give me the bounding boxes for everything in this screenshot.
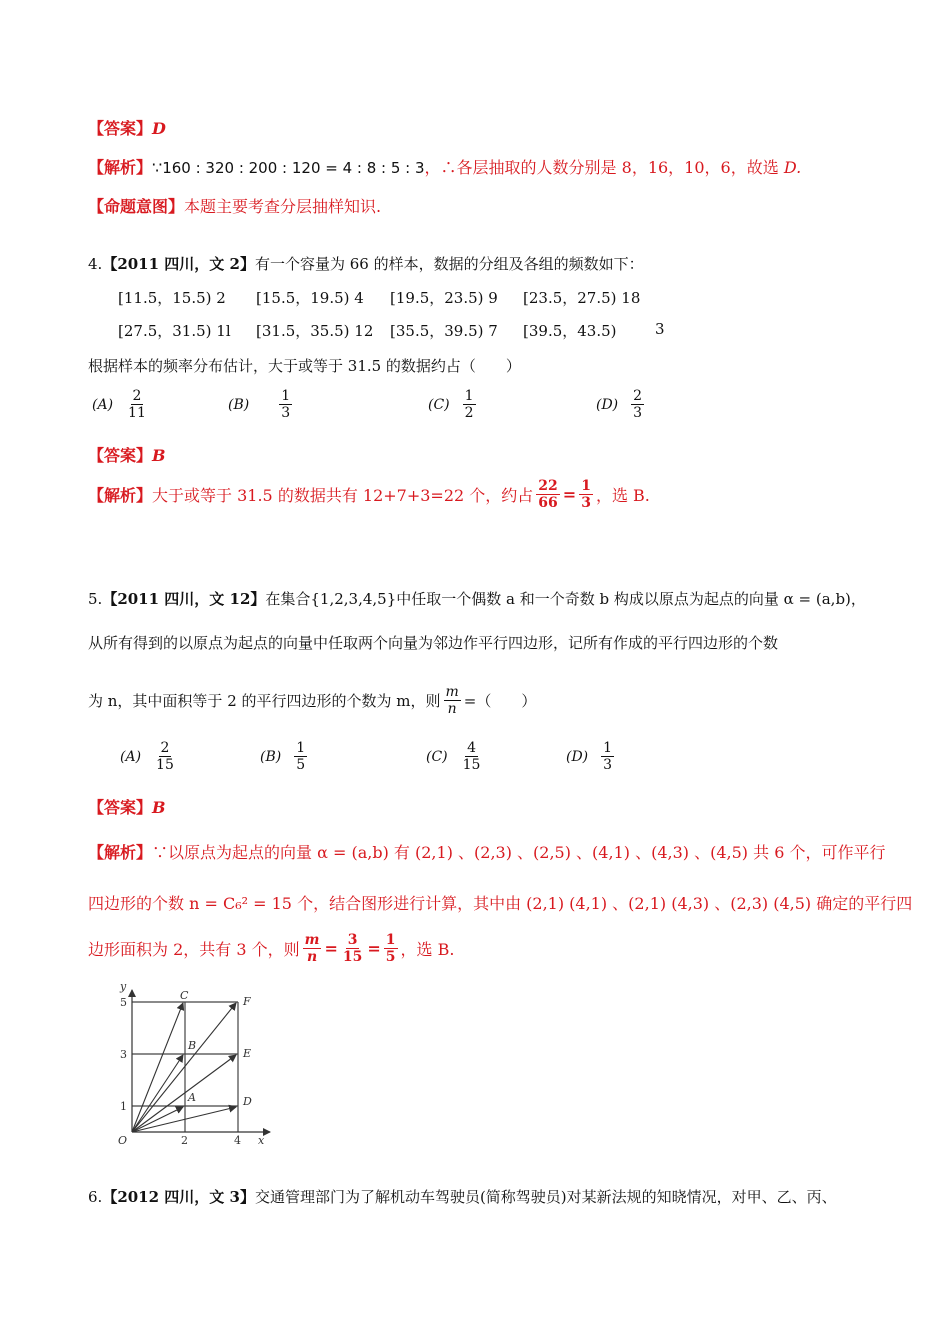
frac-den: 66: [538, 495, 558, 512]
option-label: (A): [120, 748, 142, 765]
frac-den: 3: [633, 405, 643, 422]
q5-analysis-post: ，选 B.: [400, 940, 455, 960]
frac-num: 1: [464, 388, 474, 404]
point-d-label: D: [243, 1095, 252, 1108]
q4-analysis-fraction-2: [579, 478, 593, 511]
q4-analysis-tag: 【解析】: [88, 486, 153, 506]
option-label: (B): [228, 396, 250, 413]
q4-group-3: [19.5，23.5) 9: [390, 289, 498, 307]
q4-source: 【2011 四川，文 2】: [102, 255, 255, 273]
q4-group-2: [15.5，19.5) 4: [256, 289, 364, 307]
vector-od: [132, 1107, 236, 1132]
y-tick-1: 1: [120, 1100, 127, 1113]
option-label: (B): [260, 748, 282, 765]
q3-answer-value: D: [152, 119, 166, 138]
q4-option-d: [596, 388, 647, 421]
frac-den: 15: [342, 949, 363, 966]
frac-den: 2: [464, 405, 474, 422]
x-tick-2: 2: [181, 1134, 188, 1147]
x-tick-4: 4: [234, 1134, 241, 1147]
q3-analysis-line: [88, 155, 801, 178]
q4-option-a: [92, 388, 151, 421]
q3-analysis-choice: D.: [783, 158, 802, 177]
point-f-label: F: [243, 995, 251, 1008]
q3-ratio: 160 : 320 : 200 : 120 = 4 : 8 : 5 : 3: [162, 159, 425, 177]
q6-stem-text: 交通管理部门为了解机动车驾驶员(简称驾驶员)对某新法规的知晓情况，对甲、乙、丙、: [254, 1188, 837, 1206]
q4-answer-tag: 【答案】: [88, 446, 153, 465]
frac-num: 4: [467, 740, 477, 756]
frac-num: 1: [581, 478, 591, 494]
q4-option-b: [228, 388, 295, 421]
q4-group-1: [11.5，15.5) 2: [118, 289, 226, 307]
q4-stem-text: 有一个容量为 66 的样本，数据的分组及各组的频数如下：: [254, 255, 644, 273]
frac-num: m: [304, 932, 320, 948]
q5-analysis-tag: 【解析】: [88, 843, 153, 862]
q3-because: ∵: [152, 158, 163, 177]
q5-analysis-line-2: 四边形的个数 n = C₆² = 15 个，结合图形进行计算，其中由 (2,1) (4,1) 、(2,1) (4,3) 、(2,3) (4,5) 确定的平行四: [88, 894, 913, 913]
frac-num: 22: [538, 478, 558, 494]
option-label: (C): [426, 748, 448, 765]
q5-option-c: [426, 740, 485, 773]
axis-x-label: x: [258, 1134, 265, 1147]
frac-num: 1: [603, 740, 613, 756]
q5-option-b: [260, 740, 310, 773]
q4-answer-line: [88, 443, 166, 466]
option-fraction: [126, 388, 148, 421]
frac-num: m: [445, 684, 459, 700]
q6-source: 【2012 四川，文 3】: [102, 1188, 255, 1206]
frac-den: n: [306, 949, 318, 966]
q3-intent-tag: 【命题意图】: [88, 197, 185, 216]
frac-num: 1: [296, 740, 306, 756]
vector-figure: [110, 982, 280, 1147]
frac-num: 3: [347, 932, 358, 948]
q3-answer-line: [88, 116, 166, 139]
q5-stem-line-2: 从所有得到的以原点为起点的向量中任取两个向量为邻边作平行四边形，记所有作成的平行四边形的个数: [88, 634, 779, 652]
frac-num: 2: [132, 388, 142, 404]
origin-label: O: [118, 1134, 128, 1147]
q3-analysis-text: ，∴各层抽取的人数分别是 8，16，10，6，故选: [424, 158, 779, 177]
option-label: (D): [596, 396, 619, 413]
frac-num: 2: [633, 388, 643, 404]
q5-analysis-line-1: [88, 840, 885, 863]
q4-group-4: [23.5，27.5) 18: [523, 289, 641, 307]
q4-group-5: [27.5，31.5) 1l: [118, 322, 231, 340]
frac-den: 5: [296, 757, 306, 774]
q4-group-8-count: 3: [655, 320, 665, 338]
frac-den: 15: [462, 757, 481, 774]
option-fraction: [631, 388, 644, 421]
point-e-label: E: [243, 1047, 252, 1060]
option-label: (C): [428, 396, 450, 413]
frac-den: 3: [281, 405, 291, 422]
q6-number: 6.: [88, 1188, 103, 1206]
option-fraction: [154, 740, 176, 773]
axis-y-label: y: [120, 982, 127, 993]
point-c-label: C: [180, 989, 189, 1002]
frac-den: 15: [156, 757, 174, 774]
q3-analysis-tag: 【解析】: [88, 158, 153, 177]
q5-option-d: [566, 740, 617, 773]
q4-analysis-pre: 大于或等于 31.5 的数据共有 12+7+3=22 个，约占: [152, 486, 534, 506]
q5-answer-line: [88, 795, 166, 818]
q5-analysis-text-1: ∵以原点为起点的向量 α = (a,b) 有 (2,1) 、(2,3) 、(2,5) 、(4,1) 、(4,3) 、(4,5) 共 6 个，可作平行: [152, 843, 886, 862]
q6-stem: [88, 1186, 837, 1207]
option-fraction: [461, 740, 483, 773]
frac-num: 1: [385, 932, 396, 948]
q4-answer-value: B: [152, 446, 166, 465]
frac-den: 11: [128, 405, 146, 422]
q5-stem-text-3: 为 n，其中面积等于 2 的平行四边形的个数为 m，则: [88, 692, 441, 711]
option-label: (D): [566, 748, 589, 765]
q3-answer-tag: 【答案】: [88, 119, 153, 138]
q4-analysis-line: 【解析】 大于或等于 31.5 的数据共有 12+7+3=22 个，约占 $\frac{22}{66}$ = $\frac{1}{3}$ ，选 B.: [88, 478, 650, 512]
y-tick-5: 5: [120, 996, 127, 1009]
option-fraction: [294, 740, 307, 773]
q5-analysis-line-3: 边形面积为 2，共有 3 个，则 $\frac{m}{n}$ = $\frac{3}{15}$ = $\frac{1}{5}$ ，选 B.: [88, 932, 455, 966]
q4-group-6: [31.5，35.5) 12: [256, 322, 374, 340]
option-fraction: [601, 740, 614, 773]
q4-analysis-fraction-1: [536, 478, 559, 511]
frac-den: 5: [385, 949, 396, 966]
q5-source: 【2011 四川，文 12】: [102, 590, 266, 608]
vector-of: [132, 1003, 236, 1132]
q5-stem-line-3: [88, 684, 536, 717]
q5-number: 5.: [88, 590, 103, 608]
frac-num: 1: [281, 388, 291, 404]
q3-intent-line: [88, 194, 381, 217]
q4-stem: [88, 253, 644, 274]
y-tick-3: 3: [120, 1048, 127, 1061]
q5-analysis-text-3: 边形面积为 2，共有 3 个，则: [88, 940, 300, 960]
q4-question: 根据样本的频率分布估计，大于或等于 31.5 的数据约占（ ）: [88, 357, 521, 375]
q5-stem-fraction: [444, 684, 461, 717]
point-a-label: A: [188, 1091, 196, 1104]
q5-analysis-fraction-1: [303, 932, 322, 965]
q5-answer-value: B: [152, 798, 166, 817]
option-fraction: [279, 388, 292, 421]
q5-answer-tag: 【答案】: [88, 798, 153, 817]
q5-stem-line-1: [88, 588, 866, 609]
q4-number: 4.: [88, 255, 103, 273]
q4-analysis-post: ，选 B.: [595, 486, 650, 506]
vectors: [132, 1003, 236, 1132]
option-label: (A): [92, 396, 114, 413]
q3-intent-text: 本题主要考查分层抽样知识.: [184, 197, 382, 216]
q5-option-a: [120, 740, 179, 773]
q4-option-c: [428, 388, 479, 421]
q4-group-8: [39.5，43.5): [523, 322, 617, 340]
frac-den: 3: [603, 757, 613, 774]
frac-den: n: [447, 701, 457, 718]
q5-stem-text-1: 在集合{1,2,3,4,5}中任取一个偶数 a 和一个奇数 b 构成以原点为起点的向量 α = (a,b)，: [265, 590, 866, 608]
point-b-label: B: [188, 1039, 197, 1052]
q5-analysis-fraction-2: [341, 932, 364, 965]
q5-stem-end: =（ ）: [463, 692, 537, 711]
frac-den: 3: [581, 495, 591, 512]
option-fraction: [463, 388, 476, 421]
frac-num: 2: [160, 740, 170, 756]
q4-group-7: [35.5，39.5) 7: [390, 322, 498, 340]
q5-analysis-fraction-3: [384, 932, 398, 965]
